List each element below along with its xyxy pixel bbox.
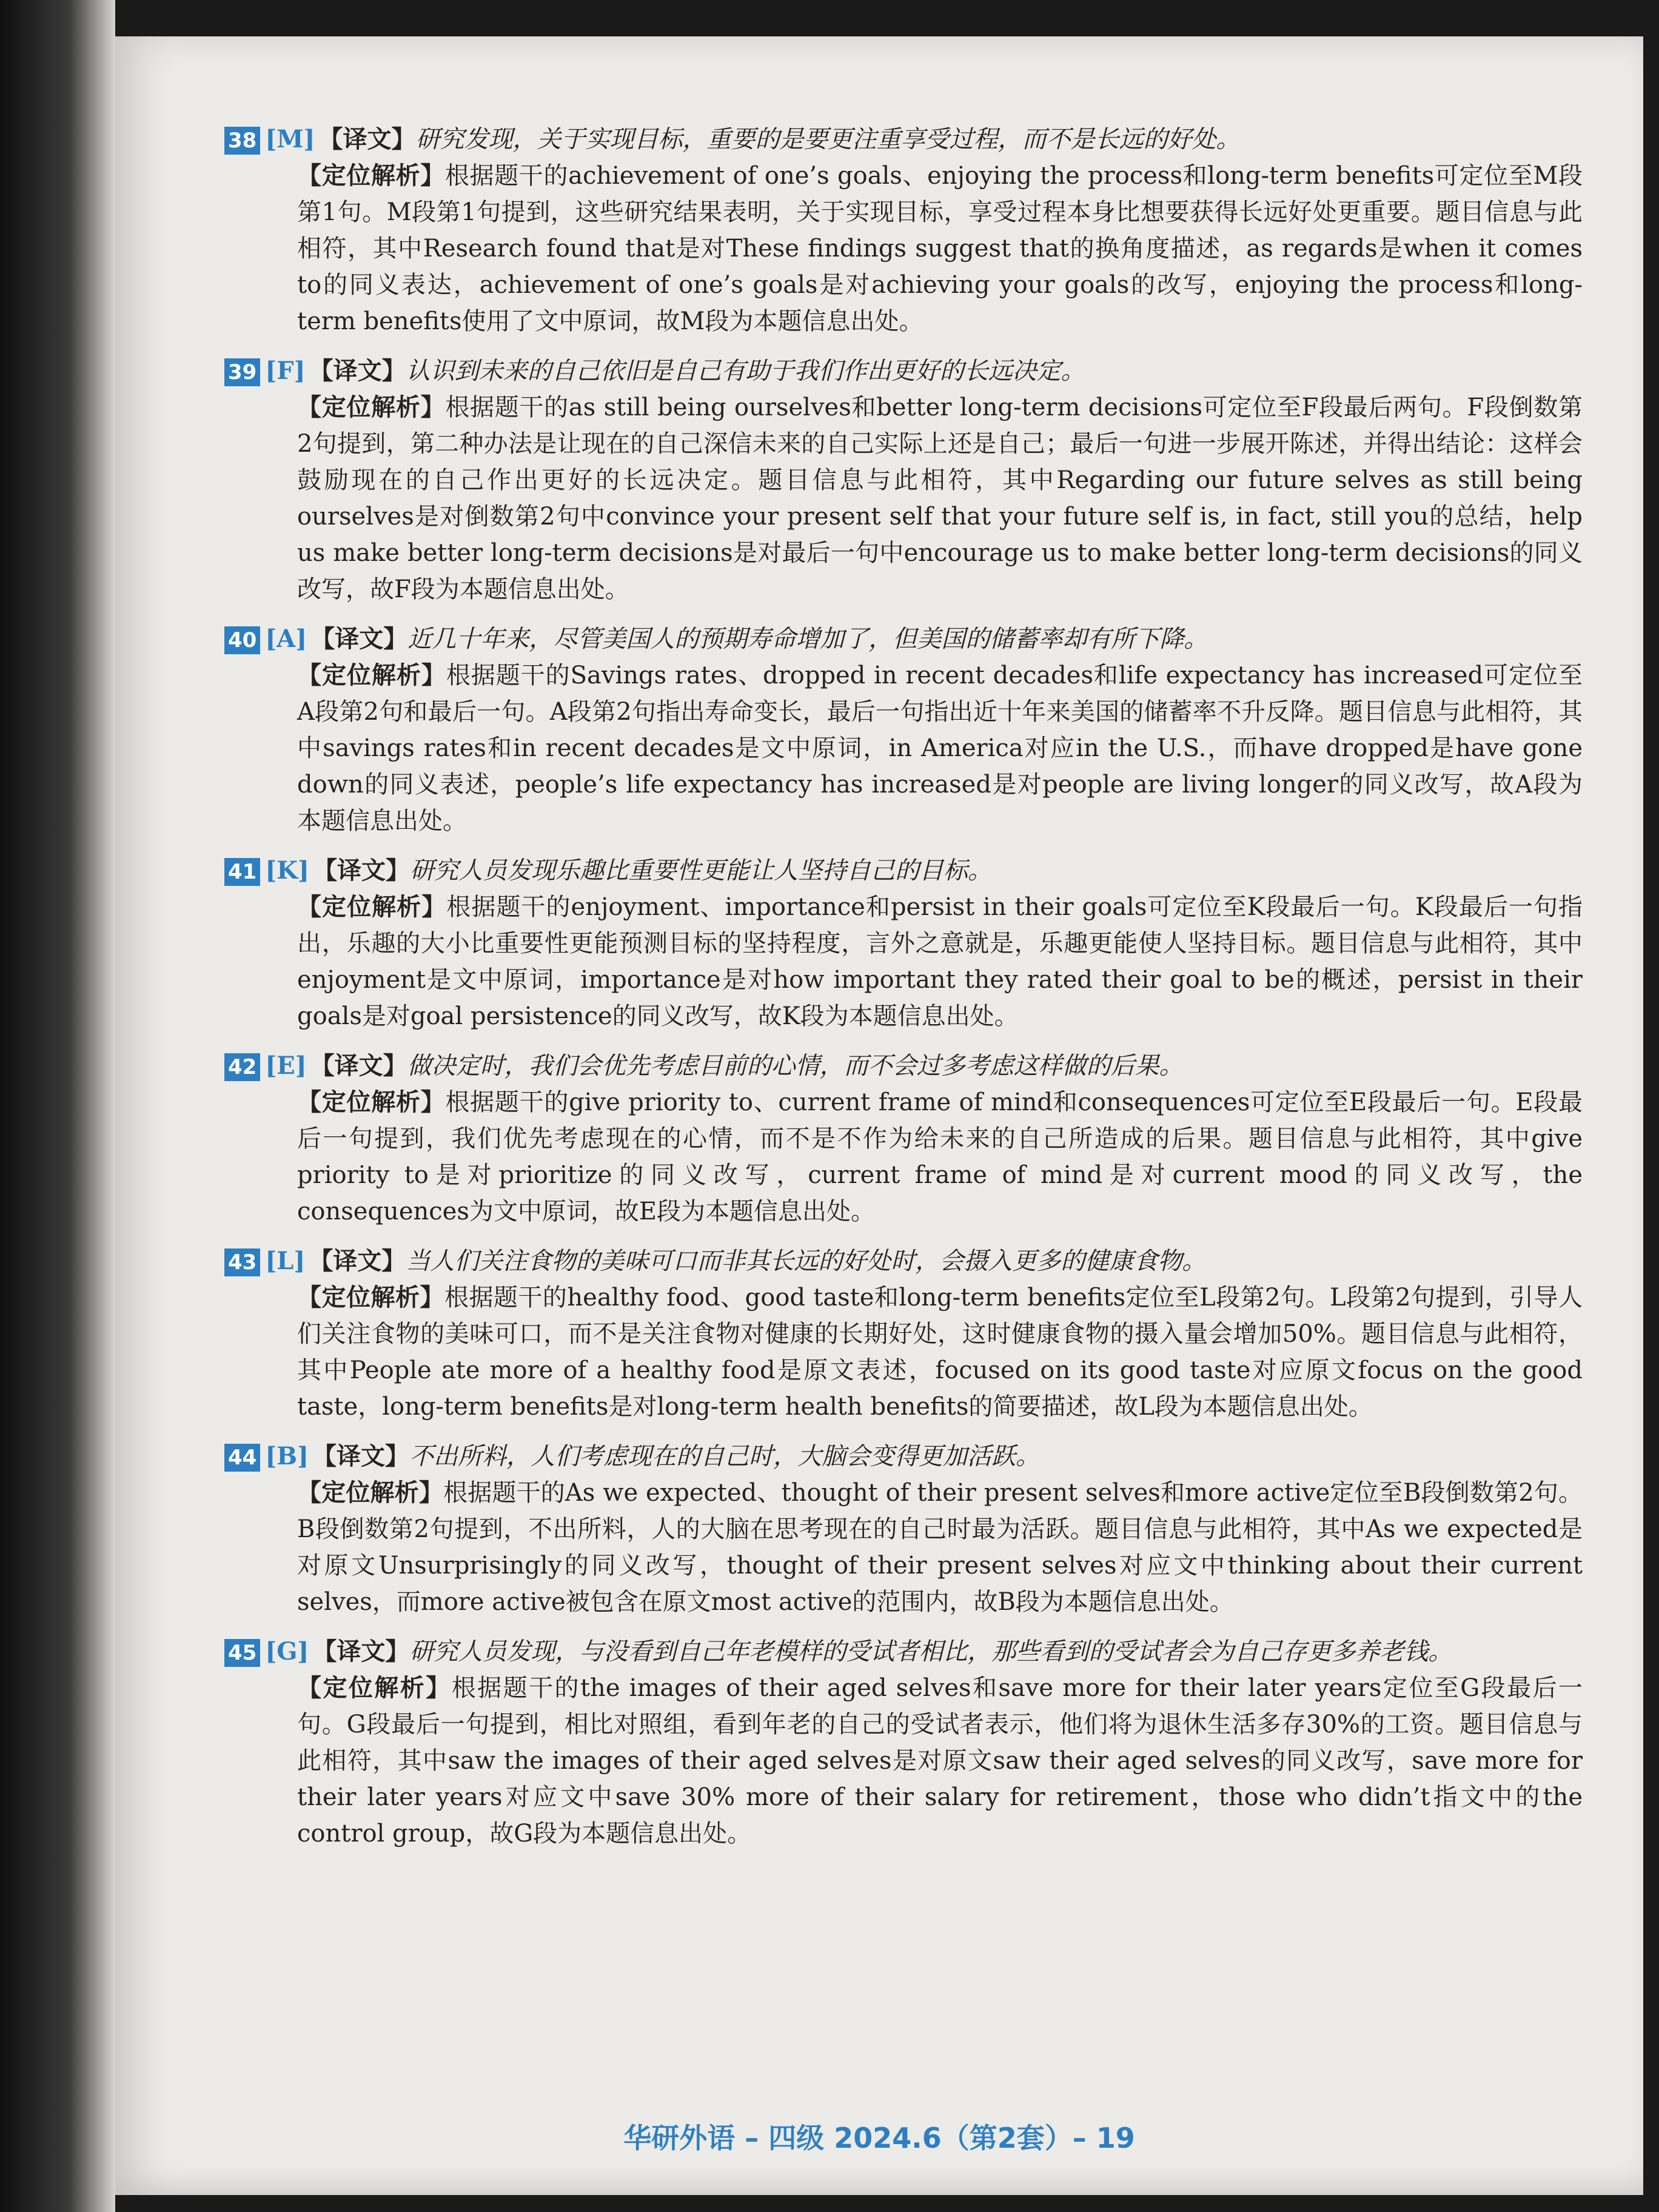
translation-tag: 【译文】 — [309, 1247, 406, 1275]
translation-text: 不出所料，人们考虑现在的自己时，大脑会变得更加活跃。 — [409, 1443, 1040, 1470]
question-item — [224, 621, 1583, 839]
translation-tag: 【译文】 — [318, 125, 416, 153]
question-item — [224, 121, 1583, 340]
analysis-paragraph — [224, 1279, 1583, 1425]
question-item — [224, 853, 1583, 1034]
analysis-tag: 【定位解析】 — [297, 1478, 444, 1507]
question-number: 44 — [224, 1444, 260, 1472]
analysis-text: 根据题干的enjoyment、importance和persist in their goals可定位至K段最后一句。K段最后一句指出，乐趣的大小比重要性更能预测目标的坚持程度，言外之意就是，乐趣更能使人坚持目标。题目信息与此相符，其中enjoyment是文中原词，importance是对how important they rated their goal to be的概述，persist in their goals是对goal persistence的同义改写，故K段为本题信息出处。 — [297, 893, 1583, 1030]
answer-letter: [F] — [265, 357, 306, 385]
analysis-tag: 【定位解析】 — [297, 393, 446, 421]
analysis-paragraph — [224, 657, 1583, 839]
answer-letter: [E] — [265, 1051, 307, 1080]
translation-text: 研究人员发现，与没看到自己年老模样的受试者相比，那些看到的受试者会为自己存更多养老钱。 — [409, 1638, 1453, 1666]
question-header — [224, 621, 1583, 657]
translation-text: 近几十年来，尽管美国人的预期寿命增加了，但美国的储蓄率却有所下降。 — [407, 625, 1208, 653]
question-header — [224, 1634, 1583, 1670]
translation-tag: 【译文】 — [310, 1051, 407, 1080]
answer-letter: [A] — [265, 625, 307, 653]
document-page — [115, 36, 1643, 2195]
question-number: 39 — [224, 358, 260, 386]
analysis-tag: 【定位解析】 — [297, 1088, 446, 1116]
translation-text: 当人们关注食物的美味可口而非其长远的好处时，会摄入更多的健康食物。 — [406, 1247, 1207, 1275]
question-item — [224, 1048, 1583, 1230]
analysis-text: 根据题干的Savings rates、dropped in recent decades和life expectancy has increased可定位至A段第2句和最后一句。A段第2句指出寿命变长，最后一句指出近十年来美国的储蓄率不升反降。题目信息与此相符，其中savings rates和in recent decades是文中原词，in America对应in the U.S.，而have dropped是have gone down的同义表述，people’s life expectancy has increased是对people are living longer的同义改写，故A段为本题信息出处。 — [297, 662, 1583, 835]
analysis-text: 根据题干的healthy food、good taste和long-term benefits定位至L段第2句。L段第2句提到，引导人们关注食物的美味可口，而不是关注食物对健康的长期好处，这时健康食物的摄入量会增加50%。题目信息与此相符，其中People ate more of a healthy food是原文表述，focused on its good taste对应原文focus on the good taste，long-term benefits是对long-term health benefits的简要描述，故L段为本题信息出处。 — [297, 1284, 1583, 1421]
analysis-text: 根据题干的give priority to、current frame of mind和consequences可定位至E段最后一句。E段最后一句提到，我们优先考虑现在的心情，而不是不作为给未来的自己所造成的后果。题目信息与此相符，其中give priority to是对prioritize的同义改写，current frame of mind是对current mood的同义改写，the consequences为文中原词，故E段为本题信息出处。 — [297, 1088, 1583, 1225]
question-header — [224, 853, 1583, 889]
analysis-tag: 【定位解析】 — [297, 893, 447, 921]
question-item — [224, 1243, 1583, 1425]
analysis-paragraph — [224, 1670, 1583, 1852]
analysis-tag: 【定位解析】 — [297, 1674, 452, 1702]
answer-letter: [K] — [265, 856, 309, 885]
translation-tag: 【译文】 — [309, 357, 406, 385]
analysis-paragraph — [224, 1475, 1583, 1620]
translation-text: 研究人员发现乐趣比重要性更能让人坚持自己的目标。 — [409, 857, 992, 885]
question-number: 38 — [224, 127, 260, 155]
translation-tag: 【译文】 — [312, 1637, 410, 1666]
answer-letter: [B] — [265, 1442, 309, 1470]
question-number: 40 — [224, 626, 260, 654]
question-item — [224, 1634, 1583, 1852]
analysis-tag: 【定位解析】 — [297, 1283, 444, 1312]
translation-text: 认识到未来的自己依旧是自己有助于我们作出更好的长远决定。 — [406, 357, 1085, 385]
analysis-text: 根据题干的achievement of one’s goals、enjoying the process和long-term benefits可定位至M段第1句。M段第1句提到，这些研究结果表明，关于实现目标，享受过程本身比想要获得长远好处更重要。题目信息与此相符，其中Research found that是对These findings suggest that的换角度描述，as regards是when it comes to的同义表达，achievement of one’s goals是对achieving your goals的改写，enjoying the process和long-term benefits使用了文中原词，故M段为本题信息出处。 — [297, 162, 1583, 335]
question-number: 41 — [224, 858, 260, 886]
answer-letter: [M] — [265, 125, 315, 153]
translation-text: 做决定时，我们会优先考虑目前的心情，而不会过多考虑这样做的后果。 — [407, 1052, 1184, 1080]
question-header — [224, 1048, 1583, 1084]
translation-tag: 【译文】 — [310, 625, 408, 653]
question-header — [224, 121, 1583, 158]
answer-explanations — [224, 121, 1583, 1865]
analysis-text: 根据题干的as still being ourselves和better long-term decisions可定位至F段最后两句。F段倒数第2句提到，第二种办法是让现在的自己深信未来的自己实际上还是自己；最后一句进一步展开陈述，并得出结论：这样会鼓励现在的自己作出更好的长远决定。题目信息与此相符，其中Regarding our future selves as still being ourselves是对倒数第2句中convince your present self that your future self is, in fact, still you的总结，help us make better long-term decisions是对最后一句中encourage us to make better long-term decisions的同义改写，故F段为本题信息出处。 — [297, 394, 1583, 603]
question-item — [224, 1438, 1583, 1620]
translation-text: 研究发现，关于实现目标，重要的是要更注重享受过程，而不是长远的好处。 — [415, 126, 1241, 153]
question-header — [224, 1243, 1583, 1279]
question-header — [224, 353, 1583, 389]
analysis-paragraph — [224, 889, 1583, 1034]
analysis-paragraph — [224, 1084, 1583, 1230]
analysis-paragraph — [224, 389, 1583, 608]
analysis-text: 根据题干的the images of their aged selves和save more for their later years定位至G段最后一句。G段最后一句提到，相比对照组，看到年老的自己的受试者表示，他们将为退休生活多存30%的工资。题目信息与此相符，其中saw the images of their aged selves是对原文saw their aged selves的同义改写，save more for their later years对应文中save 30% more of their salary for retirement，those who didn’t指文中的the control group，故G段为本题信息出处。 — [297, 1674, 1583, 1848]
question-number: 42 — [224, 1053, 260, 1081]
analysis-tag: 【定位解析】 — [297, 161, 445, 190]
translation-tag: 【译文】 — [312, 1442, 409, 1470]
analysis-paragraph — [224, 158, 1583, 340]
answer-letter: [G] — [265, 1637, 309, 1666]
page-footer: 华研外语 – 四级 2024.6（第2套）– 19 — [623, 2122, 1135, 2154]
analysis-tag: 【定位解析】 — [297, 661, 446, 689]
question-item — [224, 353, 1583, 608]
question-header — [224, 1438, 1583, 1475]
translation-tag: 【译文】 — [312, 856, 410, 885]
analysis-text: 根据题干的As we expected、thought of their present selves和more active定位至B段倒数第2句。B段倒数第2句提到，不出所料，人的大脑在思考现在的自己时最为活跃。题目信息与此相符，其中As we expected是对原文Unsurprisingly的同义改写，thought of their present selves对应文中thinking about their current selves，而more active被包含在原文most active的范围内，故B段为本题信息出处。 — [297, 1479, 1583, 1616]
answer-letter: [L] — [265, 1247, 306, 1275]
question-number: 43 — [224, 1248, 260, 1276]
book-spine-shadow — [0, 0, 115, 2212]
question-number: 45 — [224, 1639, 260, 1667]
